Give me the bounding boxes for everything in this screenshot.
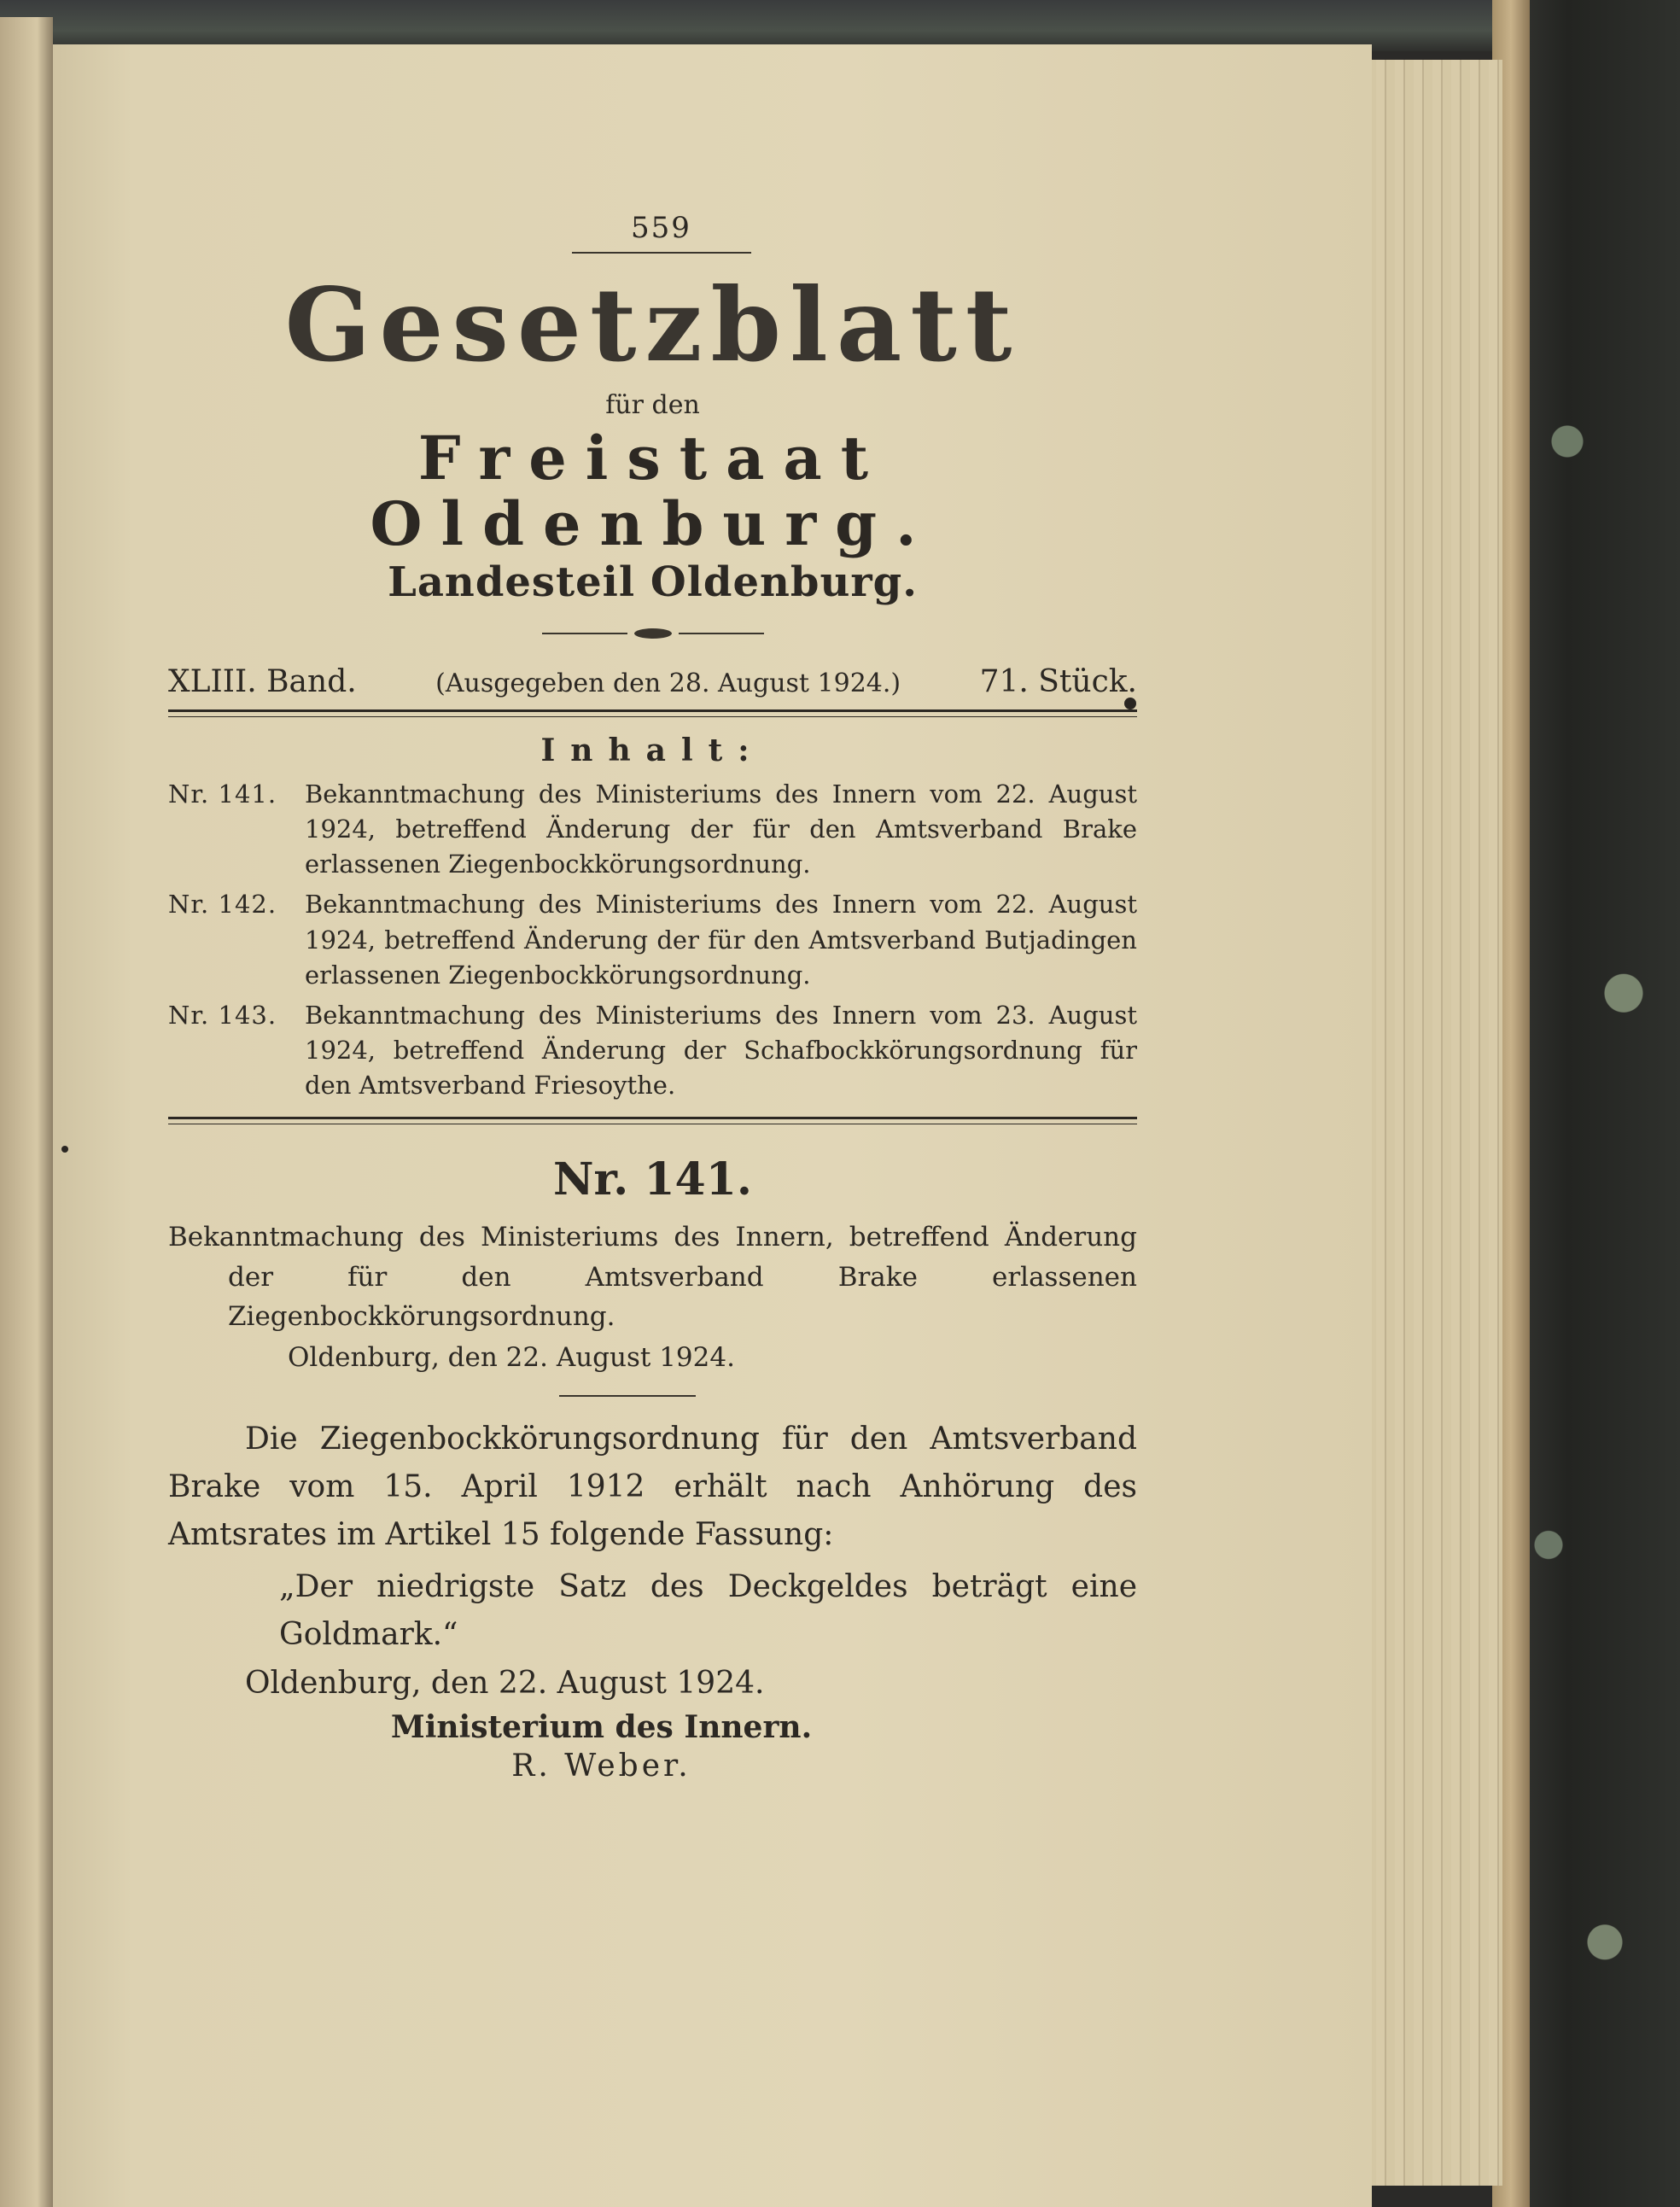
issue-date: (Ausgegeben den 28. August 1924.) xyxy=(435,668,901,698)
page-edges xyxy=(1357,60,1502,2186)
announcement-heading: Bekanntmachung des Ministeriums des Innern, betreffend Änderung der für den Amtsverband Brake erlassenen Ziegenbockkörungsordnung. xyxy=(168,1222,1137,1333)
title-connector: für den xyxy=(605,389,700,420)
facing-page-edge xyxy=(0,17,53,2207)
toc-number: Nr. 143. xyxy=(168,1000,277,1030)
signature-name: R. Weber. xyxy=(511,1748,691,1784)
toc-entry xyxy=(168,887,1137,993)
toc-number: Nr. 142. xyxy=(168,890,277,920)
toc-entry xyxy=(168,998,1137,1104)
contents-heading: Inhalt: xyxy=(540,732,765,768)
volume-label: XLIII. Band. xyxy=(168,663,357,699)
toc-text: Bekanntmachung des Ministeriums des Innern vom 23. August 1924, betreffend Änderung der Schafbockkörungsordnung für den Amtsverband Friesoythe. xyxy=(305,1000,1137,1101)
double-rule xyxy=(168,1117,1137,1124)
short-rule xyxy=(559,1395,696,1397)
body-paragraph: Die Ziegenbockkörungsordnung für den Amtsverband Brake vom 15. April 1912 erhält nach Anhörung des Amtsrates im Artikel 15 folgende Fassung: xyxy=(168,1421,1137,1552)
book-binding-top xyxy=(0,0,1680,51)
announcement-date: Oldenburg, den 22. August 1924. xyxy=(288,1341,735,1373)
double-rule xyxy=(168,709,1137,717)
table-of-contents xyxy=(168,777,1137,1104)
signature-ministry: Ministerium des Innern. xyxy=(390,1708,813,1745)
section-title: Nr. 141. xyxy=(552,1153,752,1206)
page-content xyxy=(168,211,1137,1784)
toc-text: Bekanntmachung des Ministeriums des Innern vom 22. August 1924, betreffend Änderung der für den Amtsverband Brake erlassenen Ziegenbockkörungsordnung. xyxy=(305,779,1137,879)
issue-line xyxy=(168,664,1137,699)
ornament-divider xyxy=(542,628,764,639)
gazette-title: Gesetzblatt xyxy=(284,266,1021,384)
region-name: Landesteil Oldenburg. xyxy=(388,558,918,606)
toc-number: Nr. 141. xyxy=(168,779,277,809)
part-number: 71. Stück. xyxy=(979,663,1137,699)
toc-entry xyxy=(168,777,1137,883)
document-page xyxy=(53,44,1372,2207)
punch-dot xyxy=(61,1146,68,1153)
place-date: Oldenburg, den 22. August 1924. xyxy=(245,1665,765,1701)
toc-text: Bekanntmachung des Ministeriums des Innern vom 22. August 1924, betreffend Änderung der für den Amtsverband Butjadingen erlassenen Ziegenbockkörungsordnung. xyxy=(305,890,1137,990)
page-number: 559 xyxy=(572,211,751,254)
quoted-text: „Der niedrigste Satz des Deckgeldes beträgt eine Goldmark.“ xyxy=(279,1569,1137,1653)
state-name: Freistaat Oldenburg. xyxy=(370,422,936,559)
